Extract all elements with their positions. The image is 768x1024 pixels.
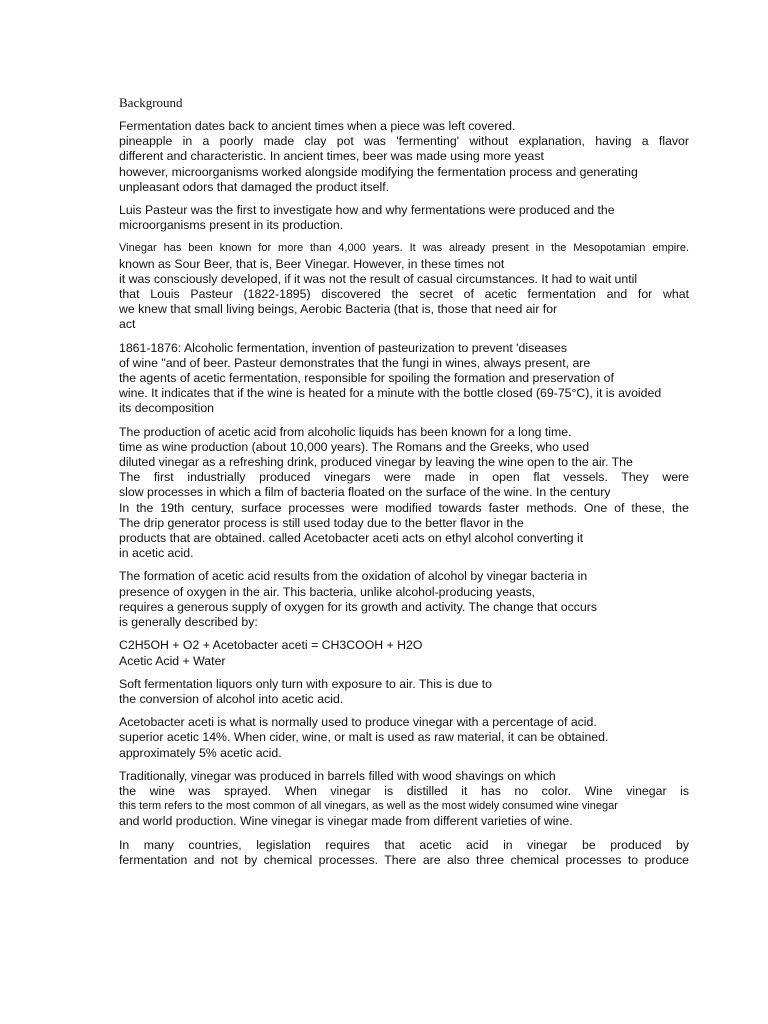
document-body [119, 95, 689, 876]
text-line: and world production. Wine vinegar is vinegar made from different varieties of wine. [119, 814, 573, 829]
text-line: the conversion of alcohol into acetic acid. [119, 691, 344, 706]
text-line: The formation of acetic acid results from the oxidation of alcohol by vinegar bacteria in [119, 569, 588, 584]
text-line: different and characteristic. In ancient times, beer was made using more yeast [119, 149, 544, 164]
text-line: slow processes in which a film of bacteria floated on the surface of the wine. In the century [119, 485, 611, 500]
text-line: that Louis Pasteur (1822-1895) discovered the secret of acetic fermentation and for what [119, 287, 689, 302]
text-line: time as wine production (about 10,000 years). The Romans and the Greeks, who used [119, 439, 590, 454]
paragraph [119, 638, 689, 668]
text-line: unpleasant odors that damaged the product itself. [119, 179, 390, 194]
paragraph [119, 241, 689, 332]
text-line: of wine "and of beer. Pasteur demonstrates that the fungi in wines, always present, are [119, 355, 591, 370]
paragraph [119, 569, 689, 630]
text-line: pineapple in a poorly made clay pot was 'fermenting' without explanation, having a flavor [119, 134, 689, 149]
text-line: its decomposition [119, 401, 215, 416]
text-line: In the 19th century, surface processes were modified towards faster methods. One of these, the [119, 500, 689, 515]
text-line: C2H5OH + O2 + Acetobacter aceti = CH3COOH + H2O [119, 638, 423, 653]
paragraph [119, 425, 689, 562]
text-line: The first industrially produced vinegars were made in open flat vessels. They were [119, 470, 689, 485]
text-line: Vinegar has been known for more than 4,000 years. It was already present in the Mesopotamian empire. [119, 242, 689, 255]
text-line: however, microorganisms worked alongside modifying the fermentation process and generating [119, 164, 638, 179]
text-line: In many countries, legislation requires that acetic acid in vinegar be produced by [119, 837, 689, 852]
text-line: the wine was sprayed. When vinegar is distilled it has no color. Wine vinegar is [119, 783, 689, 798]
text-line: Traditionally, vinegar was produced in barrels filled with wood shavings on which [119, 768, 556, 783]
text-line: superior acetic 14%. When cider, wine, or malt is used as raw material, it can be obtained. [119, 730, 609, 745]
paragraph [119, 203, 689, 233]
text-line: diluted vinegar as a refreshing drink, produced vinegar by leaving the wine open to the air. The [119, 455, 633, 470]
paragraph [119, 838, 689, 868]
text-line: Fermentation dates back to ancient times when a piece was left covered. [119, 119, 516, 133]
text-line: Soft fermentation liquors only turn with exposure to air. This is due to [119, 676, 492, 691]
paragraph [119, 715, 689, 761]
paragraph [119, 119, 689, 195]
section-heading: Background [119, 95, 183, 110]
text-line: presence of oxygen in the air. This bacteria, unlike alcohol-producing yeasts, [119, 584, 536, 599]
text-line: is generally described by: [119, 615, 258, 630]
text-line: The production of acetic acid from alcoholic liquids has been known for a long time. [119, 424, 572, 439]
text-line: 1861-1876: Alcoholic fermentation, invention of pasteurization to prevent 'diseases [119, 340, 568, 355]
text-line: Luis Pasteur was the first to investigate how and why fermentations were produced and the [119, 203, 615, 218]
text-line: wine. It indicates that if the wine is heated for a minute with the bottle closed (69-75°C), it is avoided [119, 386, 662, 401]
text-line: known as Sour Beer, that is, Beer Vinegar. However, in these times not [119, 256, 505, 271]
text-line: requires a generous supply of oxygen for its growth and activity. The change that occurs [119, 599, 598, 614]
text-line: act [119, 317, 136, 332]
text-line: in acetic acid. [119, 546, 194, 561]
text-line: fermentation and not by chemical processes. There are also three chemical processes to produce [119, 852, 689, 867]
text-line: we knew that small living beings, Aerobic Bacteria (that is, those that need air for [119, 302, 558, 317]
paragraph [119, 677, 689, 707]
text-line: Acetobacter aceti is what is normally used to produce vinegar with a percentage of acid. [119, 715, 597, 730]
text-line: The drip generator process is still used today due to the better flavor in the [119, 515, 524, 530]
text-line: products that are obtained. called Acetobacter aceti acts on ethyl alcohol converting it [119, 531, 584, 546]
text-line: microorganisms present in its production. [119, 218, 344, 233]
paragraph [119, 341, 689, 417]
text-line: Acetic Acid + Water [119, 653, 226, 668]
text-line: it was consciously developed, if it was not the result of casual circumstances. It had to wait until [119, 271, 638, 286]
text-line: the agents of acetic fermentation, responsible for spoiling the formation and preservation of [119, 371, 614, 386]
text-line: this term refers to the most common of all vinegars, as well as the most widely consumed wine vinegar [119, 800, 618, 813]
paragraph-list [119, 119, 689, 868]
text-line: approximately 5% acetic acid. [119, 745, 282, 760]
paragraph [119, 769, 689, 830]
